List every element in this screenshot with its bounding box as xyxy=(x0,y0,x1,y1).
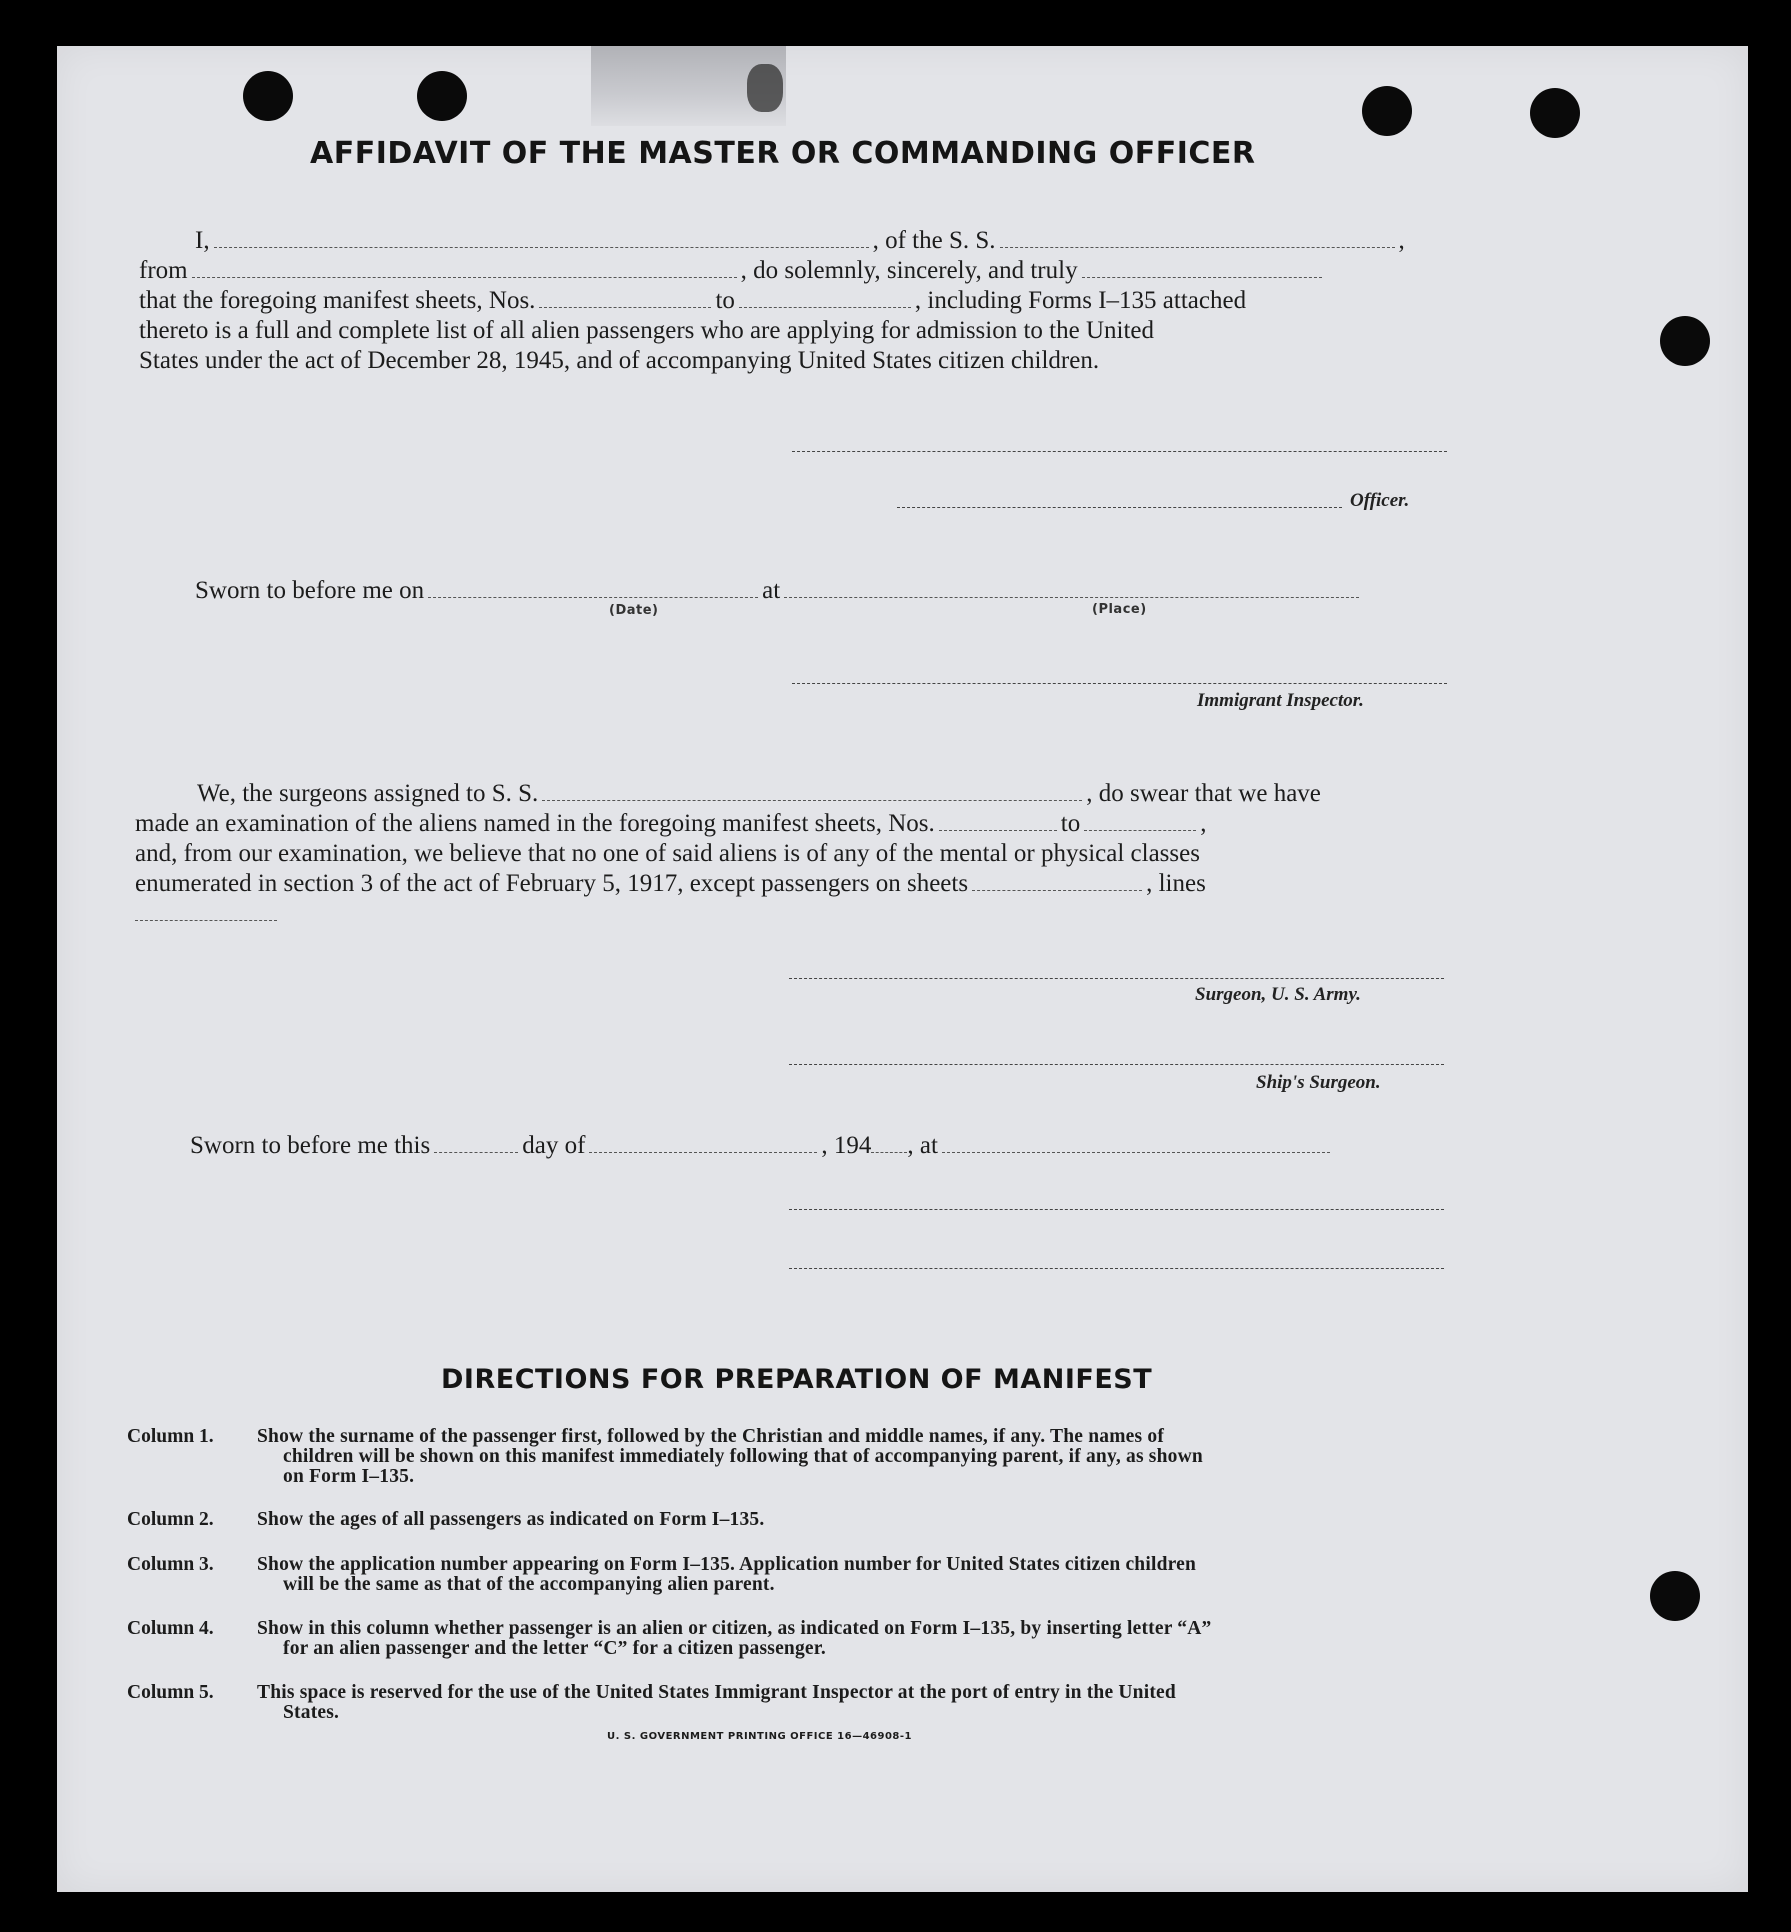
punch-hole-2 xyxy=(417,71,467,121)
directions-heading: DIRECTIONS FOR PREPARATION OF MANIFEST xyxy=(441,1364,1153,1395)
direction-label: Column 3. xyxy=(127,1554,214,1575)
affidavit-text: , of the S. S. xyxy=(872,227,996,254)
punch-hole-1 xyxy=(243,71,293,121)
surgeons-text: We, the surgeons assigned to S. S. xyxy=(197,780,539,807)
surgeon-sheet-to-field[interactable] xyxy=(1084,812,1196,831)
form-page xyxy=(57,46,1748,1892)
direction-text xyxy=(257,1619,1507,1659)
direction-label: Column 2. xyxy=(127,1509,214,1530)
surgeons-text: to xyxy=(1060,810,1081,837)
place-caption: (Place) xyxy=(1092,602,1147,617)
except-sheets-field[interactable] xyxy=(972,872,1142,891)
direction-line: on Form I–135. xyxy=(283,1466,415,1487)
direction-label: Column 5. xyxy=(127,1682,214,1703)
officer-title-line[interactable] xyxy=(897,507,1342,508)
sworn-text: , at xyxy=(907,1132,938,1159)
sworn-text: Sworn to before me this xyxy=(190,1132,431,1159)
ship-name-field[interactable] xyxy=(1000,229,1395,248)
sworn-line-1 xyxy=(195,576,1363,606)
surgeons-text: , lines xyxy=(1146,870,1206,897)
sworn-text: at xyxy=(762,577,781,604)
sworn-line-2 xyxy=(190,1131,1334,1161)
direction-line: Show the surname of the passenger first, followed by the Christian and middle names, if any. The names of xyxy=(257,1426,1165,1447)
sworn-date-field[interactable] xyxy=(428,579,758,598)
surgeon-ship-field[interactable] xyxy=(542,782,1082,801)
direction-line: States. xyxy=(283,1702,340,1723)
direction-label: Column 4. xyxy=(127,1618,214,1639)
officer-signature-line[interactable] xyxy=(792,451,1447,452)
direction-line: will be the same as that of the accompanying alien parent. xyxy=(283,1574,775,1595)
affidavit-text: , xyxy=(1398,227,1405,254)
affidavit-heading: AFFIDAVIT OF THE MASTER OR COMMANDING OFFICER xyxy=(310,136,1256,171)
inspector-signature-line[interactable] xyxy=(792,683,1447,684)
punch-hole-6 xyxy=(1650,1571,1700,1621)
inspector-caption: Immigrant Inspector. xyxy=(1197,690,1364,711)
sheet-to-field[interactable] xyxy=(739,289,911,308)
affidavit-paragraph xyxy=(139,226,1459,376)
surgeons-text: made an examination of the aliens named in the foregoing manifest sheets, Nos. xyxy=(135,810,935,837)
sworn-text: day of xyxy=(522,1132,586,1159)
direction-text xyxy=(257,1510,1507,1530)
direction-line: This space is reserved for the use of the United States Immigrant Inspector at the port of entry in the United xyxy=(257,1682,1176,1703)
officer-caption: Officer. xyxy=(1350,490,1410,511)
punch-hole-4 xyxy=(1530,88,1580,138)
affidavit-text: thereto is a full and complete list of all alien passengers who are applying for admission to the United xyxy=(139,317,1155,344)
affidavit-text: I, xyxy=(195,227,210,254)
surgeons-text: enumerated in section 3 of the act of February 5, 1917, except passengers on sheets xyxy=(135,870,969,897)
affidavit-text: , including Forms I–135 attached xyxy=(914,287,1247,314)
date-caption: (Date) xyxy=(609,603,659,618)
affidavit-text: to xyxy=(715,287,735,314)
sheet-from-field[interactable] xyxy=(539,289,711,308)
direction-line: for an alien passenger and the letter “C” for a citizen passenger. xyxy=(283,1638,826,1659)
affidavit-text: that the foregoing manifest sheets, Nos. xyxy=(139,287,536,314)
master-name-field[interactable] xyxy=(214,229,869,248)
sworn-text: , 194 xyxy=(821,1132,872,1159)
sworn-text: Sworn to before me on xyxy=(195,577,425,604)
official-signature-line-2[interactable] xyxy=(789,1268,1444,1269)
surgeons-paragraph xyxy=(135,779,1465,929)
direction-text xyxy=(257,1555,1507,1595)
affidavit-text: , do solemnly, sincerely, and truly xyxy=(740,257,1078,284)
surgeons-text: , do swear that we have xyxy=(1086,780,1321,807)
army-surgeon-caption: Surgeon, U. S. Army. xyxy=(1195,984,1361,1005)
direction-line: Show the ages of all passengers as indicated on Form I–135. xyxy=(257,1509,765,1530)
affidavit-text: from xyxy=(139,257,188,284)
direction-label: Column 1. xyxy=(127,1426,214,1447)
direction-line: Show in this column whether passenger is an alien or citizen, as indicated on Form I–135, by inserting letter “A” xyxy=(257,1618,1212,1639)
surgeons-text: , xyxy=(1200,810,1207,837)
sworn-place-field[interactable] xyxy=(784,579,1359,598)
ship-surgeon-caption: Ship's Surgeon. xyxy=(1256,1072,1381,1093)
surgeons-text: and, from our examination, we believe that no one of said aliens is of any of the mental or physical classes xyxy=(135,840,1200,867)
punch-hole-5 xyxy=(1660,316,1710,366)
port-field[interactable] xyxy=(192,259,737,278)
army-surgeon-signature-line[interactable] xyxy=(789,978,1444,979)
sworn-month-field[interactable] xyxy=(589,1134,817,1153)
official-signature-line-1[interactable] xyxy=(789,1209,1444,1210)
paper-damage-spot xyxy=(747,64,783,112)
sworn-day-field[interactable] xyxy=(434,1134,518,1153)
punch-hole-3 xyxy=(1362,86,1412,136)
direction-text xyxy=(257,1683,1507,1723)
direction-line: Show the application number appearing on Form I–135. Application number for United States citizen children xyxy=(257,1554,1197,1575)
ship-surgeon-signature-line[interactable] xyxy=(789,1064,1444,1065)
direction-line: children will be shown on this manifest immediately following that of accompanying parent, if any, as shown xyxy=(283,1446,1203,1467)
printing-office-footer: U. S. GOVERNMENT PRINTING OFFICE 16—46908-1 xyxy=(607,1731,912,1742)
oath-field[interactable] xyxy=(1082,259,1322,278)
sworn-place2-field[interactable] xyxy=(942,1134,1330,1153)
sworn-year-field[interactable] xyxy=(871,1134,907,1153)
direction-text xyxy=(257,1427,1507,1487)
surgeon-sheet-from-field[interactable] xyxy=(939,812,1057,831)
except-lines-field[interactable] xyxy=(135,902,277,921)
affidavit-text: States under the act of December 28, 1945, and of accompanying United States citizen children. xyxy=(139,347,1100,374)
